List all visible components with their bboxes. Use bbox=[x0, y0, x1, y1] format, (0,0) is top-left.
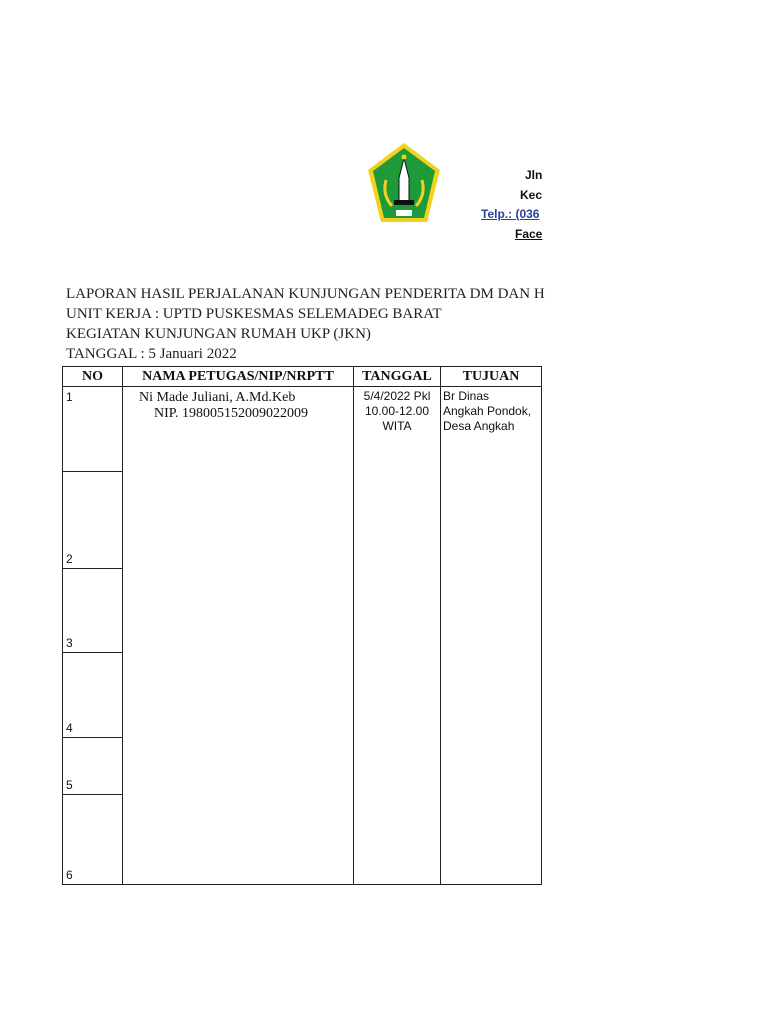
col-header-no: NO bbox=[63, 367, 123, 387]
row-number-cell bbox=[63, 653, 123, 738]
row-number-cell bbox=[63, 569, 123, 653]
tujuan-cell bbox=[441, 387, 542, 885]
col-header-tanggal: TANGGAL bbox=[354, 367, 441, 387]
header-district-line: Kec bbox=[520, 188, 543, 202]
tanggal-line: 10.00-12.00 bbox=[364, 404, 430, 418]
header-facebook-link[interactable]: Face bbox=[515, 227, 543, 241]
activity-name: KEGIATAN KUNJUNGAN RUMAH UKP (JKN) bbox=[66, 326, 371, 342]
row-number-cell bbox=[63, 738, 123, 795]
report-title: LAPORAN HASIL PERJALANAN KUNJUNGAN PENDERITA DM DAN H bbox=[66, 286, 545, 302]
petugas-nip: NIP. 198005152009022009 bbox=[154, 406, 309, 421]
row-number-cell bbox=[63, 795, 123, 885]
row-number-cell bbox=[63, 472, 123, 569]
row-number: 3 bbox=[66, 636, 73, 650]
tujuan-line: Br Dinas bbox=[443, 389, 490, 403]
visit-table bbox=[62, 366, 542, 885]
row-number: 6 bbox=[66, 868, 73, 882]
tanggal-line: 5/4/2022 Pkl bbox=[363, 389, 431, 403]
row-number: 2 bbox=[66, 552, 73, 566]
col-header-tujuan: TUJUAN bbox=[441, 367, 542, 387]
header-phone-link[interactable]: Telp.: (036 bbox=[481, 207, 540, 221]
tujuan-line: Desa Angkah bbox=[443, 419, 515, 433]
petugas-cell bbox=[123, 387, 354, 885]
tujuan-line: Angkah Pondok, bbox=[443, 404, 532, 418]
row-number-cell bbox=[63, 387, 123, 472]
work-unit: UNIT KERJA : UPTD PUSKESMAS SELEMADEG BARAT bbox=[66, 306, 442, 322]
report-date: TANGGAL : 5 Januari 2022 bbox=[66, 346, 237, 362]
row-number: 1 bbox=[66, 390, 73, 404]
petugas-name: Ni Made Juliani, A.Md.Keb bbox=[139, 390, 296, 405]
row-number: 4 bbox=[66, 721, 73, 735]
header-address-line: Jln bbox=[525, 168, 543, 182]
table-header-row bbox=[63, 367, 542, 387]
table-row bbox=[63, 387, 542, 472]
tanggal-cell bbox=[354, 387, 441, 885]
tanggal-line: WITA bbox=[382, 419, 412, 433]
col-header-petugas: NAMA PETUGAS/NIP/NRPTT bbox=[123, 367, 354, 387]
regency-emblem-icon bbox=[366, 140, 442, 226]
row-number: 5 bbox=[66, 778, 73, 792]
